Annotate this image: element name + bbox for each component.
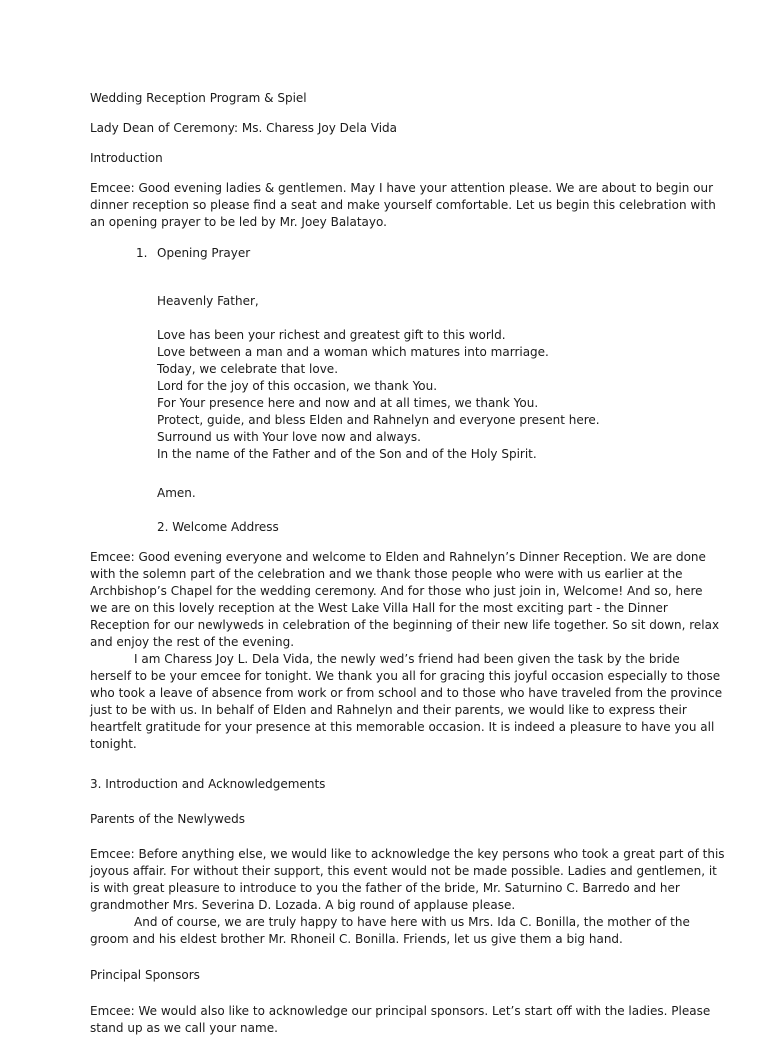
item1-heading: Opening Prayer [157, 246, 251, 260]
sponsors-heading: Principal Sponsors [90, 968, 200, 982]
paragraph-line: is with great pleasure to introduce to you the father of the bride, Mr. Saturnino C. Barredo and her [90, 881, 680, 895]
prayer-line: Lord for the joy of this occasion, we thank You. [157, 379, 438, 393]
paragraph-line: and enjoy the rest of the evening. [90, 635, 295, 649]
prayer-line: In the name of the Father and of the Son and of the Holy Spirit. [157, 447, 537, 461]
parents-paragraph [90, 846, 725, 948]
document-title: Wedding Reception Program & Spiel [90, 91, 307, 105]
prayer-salutation: Heavenly Father, [157, 294, 259, 308]
paragraph-line: Emcee: We would also like to acknowledge our principal sponsors. Let’s start off with the ladies. Please [90, 1004, 711, 1018]
paragraph-line: heartfelt gratitude for your presence at this memorable occasion. It is indeed a pleasure to have you all [90, 720, 715, 734]
item1-number: 1. [136, 246, 148, 260]
item3-heading: 3. Introduction and Acknowledgements [90, 777, 326, 791]
intro-paragraph [90, 180, 716, 231]
paragraph-line: groom and his eldest brother Mr. Rhoneil C. Bonilla. Friends, let us give them a big hand. [90, 932, 623, 946]
introduction-heading: Introduction [90, 151, 163, 165]
paragraph-line: stand up as we call your name. [90, 1021, 278, 1035]
paragraph-line: herself to be your emcee for tonight. We thank you all for gracing this joyful occasion especially to those [90, 669, 721, 683]
paragraph-line: Emcee: Good evening ladies & gentlemen. May I have your attention please. We are about to begin our [90, 181, 714, 195]
sponsors-paragraph [90, 1003, 711, 1037]
paragraph-line: joyous affair. For without their support, this event would not be made possible. Ladies and gentlemen, it [90, 864, 717, 878]
prayer-body [157, 327, 697, 463]
paragraph-line: tonight. [90, 737, 137, 751]
prayer-amen: Amen. [157, 486, 196, 500]
prayer-line: Protect, guide, and bless Elden and Rahnelyn and everyone present here. [157, 413, 600, 427]
prayer-line: For Your presence here and now and at all times, we thank You. [157, 396, 539, 410]
paragraph-line: grandmother Mrs. Severina D. Lozada. A big round of applause please. [90, 898, 516, 912]
paragraph-line: with the solemn part of the celebration and we thank those people who were with us earlier at the [90, 567, 683, 581]
prayer-line: Love between a man and a woman which matures into marriage. [157, 345, 549, 359]
prayer-line: Today, we celebrate that love. [157, 362, 339, 376]
prayer-line: Surround us with Your love now and always. [157, 430, 421, 444]
paragraph-line: we are on this lovely reception at the West Lake Villa Hall for the most exciting part - the Dinner [90, 601, 668, 615]
paragraph-line: just to be with us. In behalf of Elden and Rahnelyn and their parents, we would like to express their [90, 703, 687, 717]
paragraph-line: I am Charess Joy L. Dela Vida, the newly wed’s friend had been given the task by the bride [134, 652, 680, 666]
dean-of-ceremony: Lady Dean of Ceremony: Ms. Charess Joy Dela Vida [90, 121, 398, 135]
paragraph-line: who took a leave of absence from work or from school and to those who have traveled from the province [90, 686, 723, 700]
paragraph-line: Emcee: Good evening everyone and welcome to Elden and Rahnelyn’s Dinner Reception. We are done [90, 550, 706, 564]
parents-heading: Parents of the Newlyweds [90, 812, 246, 826]
paragraph-line: Archbishop’s Chapel for the wedding ceremony. And for those who just join in, Welcome! And so, here [90, 584, 703, 598]
paragraph-line: Reception for our newlyweds in celebration of the beginning of their new life together. So sit down, relax [90, 618, 720, 632]
welcome-paragraph [90, 549, 723, 753]
paragraph-line: dinner reception so please find a seat and make yourself comfortable. Let us begin this celebration with [90, 198, 716, 212]
prayer-line: Love has been your richest and greatest gift to this world. [157, 328, 506, 342]
paragraph-line: an opening prayer to be led by Mr. Joey Balatayo. [90, 215, 387, 229]
paragraph-line: Emcee: Before anything else, we would like to acknowledge the key persons who took a great part of this [90, 847, 725, 861]
paragraph-line: And of course, we are truly happy to have here with us Mrs. Ida C. Bonilla, the mother of the [134, 915, 690, 929]
item2-heading: 2. Welcome Address [157, 520, 279, 534]
